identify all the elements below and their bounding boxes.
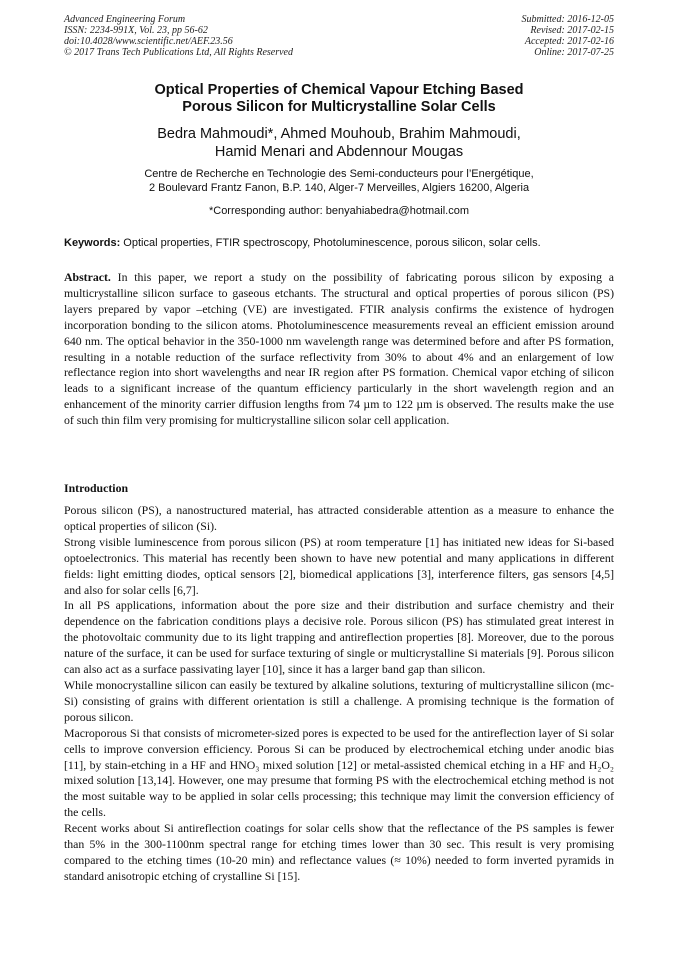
keywords-text: Optical properties, FTIR spectroscopy, Photoluminescence, porous silicon, solar cells.: [120, 237, 541, 249]
author-list: [80, 125, 598, 161]
journal-copyright: © 2017 Trans Tech Publications Ltd, All Rights Reserved: [64, 47, 293, 58]
abstract-text: In this paper, we report a study on the possibility of fabricating porous silicon by exposing a multicrystalline silicon surface to gaseous etchants. The structural and optical properties of porous silicon (PS) layers prepared by vapor –etching (VE) are investigated. FTIR analysis confirms the existence of hydrogen incorporation bonding to the silicon atoms. Photoluminescence measurements reveal an efficient emission around 640 nm. The optical behavior in the 350-1000 nm wavelength range was determined before and after PS formation, resulting in a notable reduction of the surface reflectivity from 30% to about 4% and an enlargement of low reflectance region into short wavelengths and near IR region after PS formation. Chemical vapor etching of silicon leads to a significant increase of the quantum efficiency particularly in the short wavelength region and an enhancement of the minority carrier diffusion lengths from 74 µm to 122 µm is observed. The results make the use of such thin film very promising for multicrystalline silicon solar cell application.: [64, 270, 614, 428]
affiliation-line-2: 2 Boulevard Frantz Fanon, B.P. 140, Alger-7 Merveilles, Algiers 16200, Algeria: [148, 182, 530, 194]
authors-line-1: Bedra Mahmoudi*, Ahmed Mouhoub, Brahim Mahmoudi,: [157, 126, 521, 142]
corresponding-author: *Corresponding author: benyahiabedra@hotmail.com: [208, 205, 470, 217]
abstract-label: Abstract.: [64, 270, 111, 284]
abstract: [64, 270, 614, 429]
keywords: [64, 236, 614, 250]
intro-paragraph: Porous silicon (PS), a nanostructured material, has attracted considerable attention as a measure to enhance the optical properties of silicon (Si).: [64, 503, 614, 533]
introduction-body: [64, 503, 614, 885]
paper-title: [90, 82, 588, 116]
journal-issn: ISSN: 2234-991X, Vol. 23, pp 56-62: [64, 25, 208, 36]
intro-paragraph: Strong visible luminescence from porous silicon (PS) at room temperature [1] has initiated new ideas for Si-based optoelectronics. This material has recently been shown to have new potential and many applications in different fields: light emitting diodes, optical sensors [2], biomedical applications [3], interference filters, gas sensors [4,5] and also for solar cells [6,7].: [64, 534, 614, 597]
affiliation-line-1: Centre de Recherche en Technologie des Semi-conducteurs pour l’Energétique,: [144, 168, 534, 180]
authors-line-2: Hamid Menari and Abdennour Mougas: [214, 144, 464, 160]
journal-info: [64, 14, 293, 58]
intro-paragraph: Recent works about Si antireflection coatings for solar cells show that the reflectance of the PS samples is fewer than 5% in the 300-1100nm spectral range for etching times lower than 30 sec. This result is very promising compared to the etching times (10-20 min) and reflectance values (≈ 10%) needed to form inverted pyramids in standard anisotropic etching of crystalline Si [15].: [64, 821, 614, 883]
keywords-label: Keywords:: [64, 237, 121, 249]
title-line-2: Porous Silicon for Multicrystalline Solar Cells: [182, 99, 496, 115]
intro-paragraph: Macroporous Si that consists of micrometer-sized pores is expected to be used for the antireflection layer of Si solar cells to improve conversion efficiency. Porous Si can be produced by electrochemical etching under anodic bias [11], by stain-etching in a HF and HNO₃ mixed solution [12] or metal-assisted chemical etching in a HF and H₂O₂ mixed solution [13,14]. However, one may presume that forming PS with the electrochemical etching method is not the most suitable way to be applied in solar cells processing; this technique may limit the conversion efficiency of the cells.: [64, 725, 614, 820]
date-accepted: Accepted: 2017-02-16: [524, 36, 614, 47]
title-line-1: Optical Properties of Chemical Vapour Etching Based: [154, 82, 524, 98]
affiliation: [80, 167, 598, 195]
date-online: Online: 2017-07-25: [534, 47, 614, 58]
journal-doi: doi:10.4028/www.scientific.net/AEF.23.56: [64, 36, 233, 47]
journal-name: Advanced Engineering Forum: [64, 14, 186, 25]
intro-paragraph: While monocrystalline silicon can easily be textured by alkaline solutions, texturing of multicrystalline silicon (mc-Si) consisting of grains with different orientation is still a challenge. A promising technique is the formation of porous silicon.: [64, 677, 614, 724]
article-dates: [522, 14, 615, 58]
date-revised: Revised: 2017-02-15: [530, 25, 614, 36]
section-heading-introduction: Introduction: [64, 481, 129, 495]
date-submitted: Submitted: 2016-12-05: [521, 14, 614, 25]
intro-paragraph: In all PS applications, information about the pore size and their distribution and surface chemistry and their dependence on the fabrication conditions plays a decisive role. Porous silicon (PS) has stimulated great interest in the photovoltaic community due to its light trapping and antireflection properties [8]. Moreover, due to the porous nature of the surface, it can be used for surface texturing of single or multicrystalline Si materials [9]. Porous silicon can also act as a surface passivating layer [10], since it has a larger band gap than silicon.: [64, 598, 614, 677]
